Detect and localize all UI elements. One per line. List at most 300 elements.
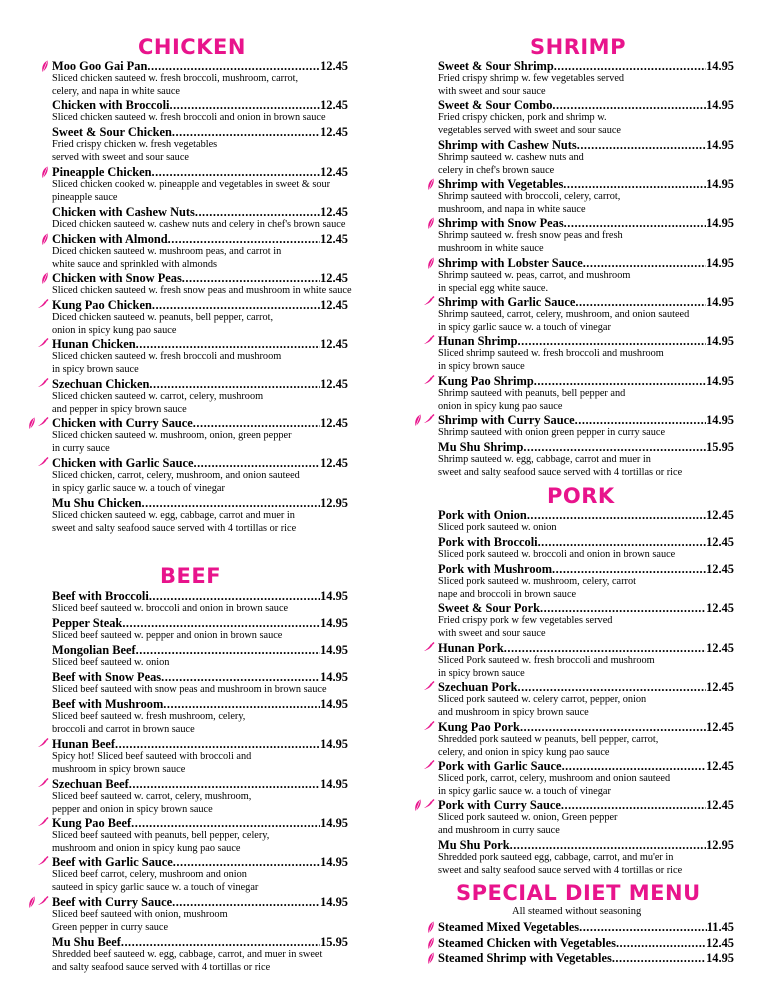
menu-item-name: Pepper Steak [52,616,123,630]
menu-item-name: Beef with Curry Sauce [52,895,173,909]
chili-pepper-icon [37,338,49,348]
menu-item [438,535,734,562]
chili-pepper-icon [37,817,49,827]
dot-leader [520,720,706,734]
dot-leader [121,935,320,949]
menu-item [438,562,734,601]
item-icons [37,856,49,866]
menu-item-price: 12.45 [320,59,348,73]
description-line: onion in spicy kung pao sauce [52,324,177,336]
dot-leader [540,601,706,615]
description-line: nape and broccoli in brown sauce [438,588,577,600]
leaf-icon [427,178,435,191]
menu-item [438,798,734,837]
description-line: Sliced chicken sauteed w. fresh broccoli, mushroom, carrot, [52,73,299,84]
menu-item [52,816,348,855]
menu-item-line [52,59,348,73]
menu-item-price: 15.95 [320,935,348,949]
leaf-icon [427,937,435,950]
description-line: Sliced pork, carrot, celery, mushroom and onion sauteed [438,773,671,784]
menu-item-price: 12.45 [320,125,348,139]
menu-item-name: Hunan Shrimp [438,334,518,348]
description-line: in spicy brown sauce [438,360,525,372]
menu-item-description [438,734,734,759]
menu-item-price: 14.95 [706,374,734,388]
menu-item-description [52,430,348,455]
menu-item [438,413,734,440]
menu-item [438,601,734,640]
menu-item-description [52,73,348,98]
menu-item-line [438,216,734,230]
menu-item-name: Shrimp with Snow Peas [438,216,564,230]
menu-item-name: Hunan Pork [438,641,504,655]
description-line: in spicy garlic sauce w. a touch of vinegar [438,321,611,333]
chili-pepper-icon [37,417,49,427]
leaf-icon [414,799,422,812]
menu-item-description [52,949,348,974]
item-icons [423,335,435,345]
leaf-icon [427,257,435,270]
menu-item-line [52,643,348,657]
description-line: Sliced chicken sauteed w. egg, cabbage, carrot and muer in [52,510,295,521]
menu-item-name: Steamed Mixed Vegetables [438,920,580,934]
menu-item-name: Pineapple Chicken [52,165,152,179]
menu-item-line [438,798,734,812]
menu-item-name: Pork with Mushroom [438,562,553,576]
dot-leader [510,838,707,852]
menu-item [52,337,348,376]
description-line: onion in spicy kung pao sauce [438,400,563,412]
menu-item-description [52,510,348,535]
menu-item-line [52,337,348,351]
menu-item-price: 12.45 [320,456,348,470]
description-line: Green pepper in curry sauce [52,921,169,933]
description-line: and mushroom in spicy brown sauce [438,706,589,718]
description-line: Sliced pork sauteed w. onion [438,522,557,533]
description-line: Sliced chicken, carrot, celery, mushroom, and onion sauteed [52,470,300,481]
menu-item-line [438,562,734,576]
description-line: Shredded beef sauteed w. egg, cabbage, carrot, and muer in sweet [52,949,323,960]
menu-item-line [52,737,348,751]
menu-item-line [52,616,348,630]
item-icons [427,178,435,191]
chili-pepper-icon [423,414,435,424]
menu-item-line [438,720,734,734]
menu-item [52,271,352,298]
description-line: Shredded pork sauteed w peanuts, bell pepper, carrot, [438,734,659,745]
menu-item-line [52,98,348,112]
description-line: Sliced pork sauteed w. broccoli and onion in brown sauce [438,549,676,560]
item-icons [423,375,435,385]
dot-leader [122,616,320,630]
item-icons [414,414,435,427]
description-line: mushroom, and napa in white sauce [438,203,586,215]
menu-item-line [438,759,734,773]
item-icons [28,417,49,430]
menu-item [438,59,734,98]
description-line: in spicy garlic sauce w. a touch of vinegar [438,785,611,797]
description-line: Diced chicken sauteed w. cashew nuts and celery in chef's brown sauce [52,219,346,230]
dot-leader [172,895,320,909]
menu-item-name: Pork with Broccoli [438,535,538,549]
item-icons [427,937,435,950]
menu-item-price: 14.95 [706,177,734,191]
menu-item-price: 15.95 [706,440,734,454]
menu-item-line [438,374,734,388]
menu-item-line [52,165,348,179]
menu-item-line [52,456,348,470]
dot-leader [563,177,706,191]
menu-item-line [438,641,734,655]
description-line: in spicy brown sauce [52,363,139,375]
menu-item-price: 14.95 [706,413,734,427]
chili-pepper-icon [423,799,435,809]
menu-item-price: 14.95 [706,295,734,309]
menu-item-price: 14.95 [320,737,348,751]
description-line: Shredded pork sauteed egg, cabbage, carrot, and mu'er in [438,852,674,863]
special-diet-subtitle: All steamed without seasoning [512,906,642,917]
menu-item-description [438,454,734,479]
menu-item-name: Chicken with Almond [52,232,168,246]
menu-item-line [52,125,348,139]
menu-item [438,759,734,798]
menu-item-price: 14.95 [320,643,348,657]
menu-item-price: 12.45 [706,535,734,549]
menu-item [438,295,734,334]
menu-item-price: 12.45 [706,562,734,576]
description-line: Sliced chicken cooked w. pineapple and vegetables in sweet & sour [52,179,331,190]
menu-item-name: Beef with Snow Peas [52,670,162,684]
chili-pepper-icon [37,738,49,748]
menu-item-name: Sweet & Sour Chicken [52,125,172,139]
menu-item [52,935,348,974]
menu-item-line [438,256,734,270]
menu-item [438,508,734,535]
dot-leader [195,205,320,219]
menu-item [438,936,734,950]
dot-leader [577,138,706,152]
menu-item [52,205,348,232]
dot-leader [149,377,320,391]
menu-item-line [438,138,734,152]
menu-item [438,680,734,719]
menu-item-name: Beef with Garlic Sauce [52,855,173,869]
item-icons [37,778,49,788]
menu-item-price: 12.45 [706,936,734,950]
menu-item-description [52,657,348,670]
menu-item-description [52,711,348,736]
dot-leader [554,59,706,73]
menu-item-price: 12.45 [706,641,734,655]
menu-item-line [438,177,734,191]
description-line: and mushroom in curry sauce [438,824,560,836]
menu-item-name: Moo Goo Gai Pan [52,59,148,73]
menu-item-price: 12.45 [706,720,734,734]
leaf-icon [427,952,435,965]
description-line: Sliced shrimp sauteed w. fresh broccoli and mushroom [438,348,664,359]
menu-item-description [52,909,348,934]
menu-item [52,456,348,495]
menu-item-price: 12.45 [706,798,734,812]
section-title-pork: PORK [547,484,615,508]
menu-item-line [52,855,348,869]
menu-item-name: Kung Pao Pork [438,720,520,734]
menu-item-line [52,895,348,909]
description-line: Sliced chicken sauteed w. mushroom, onion, green pepper [52,430,292,441]
menu-item-name: Shrimp with Cashew Nuts [438,138,577,152]
description-line: sauteed in spicy garlic sauce w. a touch of vinegar [52,881,259,893]
dot-leader [172,125,320,139]
menu-item [438,440,734,479]
menu-item-line [52,589,348,603]
menu-item-line [438,951,734,965]
description-line: mushroom and onion in spicy kung pao sauce [52,842,241,854]
menu-item-description [438,388,734,413]
menu-item-name: Mu Shu Shrimp [438,440,524,454]
menu-item [52,298,348,337]
dot-leader [182,271,320,285]
menu-item-price: 14.95 [706,138,734,152]
menu-item-price: 12.95 [706,838,734,852]
dot-leader [552,98,706,112]
description-line: celery, and napa in white sauce [52,85,180,97]
description-line: Sliced beef sauteed with peanuts, bell pepper, celery, [52,830,270,841]
menu-item-price: 14.95 [320,670,348,684]
dot-leader [136,337,320,351]
item-icons [41,272,49,285]
description-line: Sliced Pork sauteed w. fresh broccoli and mushroom [438,655,655,666]
item-icons [37,378,49,388]
description-line: Sliced chicken sauteed w. fresh broccoli and mushroom [52,351,282,362]
description-line: Shrimp sauteed with broccoli, celery, carrot, [438,191,621,202]
menu-item-description [438,152,734,177]
menu-item-description [438,427,734,440]
section-title-shrimp: SHRIMP [530,35,626,59]
menu-item-name: Shrimp with Garlic Sauce [438,295,576,309]
dot-leader [612,951,706,965]
menu-item [52,895,348,934]
menu-item-description [52,246,348,271]
menu-item-price: 12.45 [706,508,734,522]
menu-item-name: Mu Shu Chicken [52,496,142,510]
menu-item-name: Mongolian Beef [52,643,136,657]
menu-item-price: 12.45 [706,601,734,615]
dot-leader [504,641,706,655]
dot-leader [151,165,320,179]
menu-item [438,334,734,373]
description-line: pepper and onion in spicy brown sauce [52,803,213,815]
menu-item [52,125,348,164]
description-line: Sliced beef sauteed with onion, mushroom [52,909,228,920]
menu-item-description [438,694,734,719]
chili-pepper-icon [37,457,49,467]
description-line: served with sweet and sour sauce [52,151,189,163]
menu-item-name: Hunan Beef [52,737,115,751]
chili-pepper-icon [423,642,435,652]
dot-leader [523,440,706,454]
menu-item-price: 14.95 [320,589,348,603]
menu-item-description [52,603,348,616]
menu-item [438,138,734,177]
menu-item-line [438,295,734,309]
item-icons [423,296,435,306]
menu-item-description [438,852,734,877]
leaf-icon [28,417,36,430]
menu-item-name: Sweet & Sour Combo [438,98,553,112]
section-title-special-diet: SPECIAL DIET MENU [456,881,701,905]
description-line: Shrimp sauteed with onion green pepper in curry sauce [438,427,666,438]
menu-item-description [438,230,734,255]
menu-item-price: 14.95 [320,895,348,909]
menu-item-price: 14.95 [320,616,348,630]
menu-item [438,98,734,137]
menu-item [438,951,734,965]
menu-item-line [438,680,734,694]
description-line: in special egg white sauce. [438,282,549,294]
description-line: Shrimp sauteed, carrot, celery, mushroom, and onion sauteed [438,309,690,320]
menu-item-description [438,615,734,640]
menu-item-description [438,549,734,562]
dot-leader [142,496,321,510]
menu-item-price: 14.95 [706,216,734,230]
menu-item-description [52,830,348,855]
menu-item [52,59,348,98]
description-line: Sliced beef sauteed w. carrot, celery, mushroom, [52,791,252,802]
description-line: in curry sauce [52,442,110,454]
dot-leader [518,680,707,694]
menu-item-price: 12.45 [320,298,348,312]
description-line: Shrimp sauteed w. peas, carrot, and mushroom [438,270,631,281]
menu-item-price: 12.45 [320,271,348,285]
menu-item-price: 14.95 [706,59,734,73]
menu-item-line [52,377,348,391]
menu-item [438,177,734,216]
menu-item-description [438,812,734,837]
dot-leader [147,59,320,73]
dot-leader [136,643,320,657]
menu-item [52,616,348,643]
menu-item [52,643,348,670]
menu-item-price: 12.45 [320,165,348,179]
item-icons [414,799,435,812]
menu-item-description [52,112,348,125]
menu-item [52,737,348,776]
chili-pepper-icon [37,378,49,388]
menu-item [438,838,734,877]
menu-item-line [438,98,734,112]
menu-item-name: Kung Pao Chicken [52,298,152,312]
dot-leader [518,334,707,348]
menu-item-description [52,139,348,164]
description-line: Sliced pork sauteed w. onion, Green pepper [438,812,618,823]
menu-item-name: Kung Pao Shrimp [438,374,534,388]
menu-item-price: 14.95 [320,855,348,869]
menu-item [52,496,348,535]
description-line: Fried crispy shrimp w. few vegetables served [438,73,625,84]
menu-item-line [52,670,348,684]
dot-leader [173,855,320,869]
menu-item-name: Chicken with Garlic Sauce [52,456,194,470]
menu-item-line [438,838,734,852]
dot-leader [193,456,320,470]
menu-item [438,374,734,413]
description-line: Shrimp sauteed w. fresh snow peas and fresh [438,230,623,241]
description-line: with sweet and sour sauce [438,85,546,97]
description-line: mushroom in white sauce [438,242,544,254]
description-line: celery, and onion in spicy kung pao sauce [438,746,610,758]
menu-item-description [438,309,734,334]
menu-item-name: Beef with Mushroom [52,697,164,711]
description-line: Sliced beef carrot, celery, mushroom and onion [52,869,247,880]
item-icons [37,457,49,467]
menu-item-name: Pork with Onion [438,508,527,522]
menu-item [52,855,348,894]
dot-leader [193,416,320,430]
dot-leader [168,232,320,246]
menu-item-description [52,630,348,643]
menu-item-description [52,869,348,894]
item-icons [28,896,49,909]
dot-leader [534,374,706,388]
menu-item [52,589,348,616]
description-line: Sliced pork sauteed w. celery carrot, pepper, onion [438,694,647,705]
menu-item-name: Chicken with Curry Sauce [52,416,193,430]
menu-item-line [52,416,348,430]
dot-leader [152,298,320,312]
dot-leader [169,98,320,112]
menu-item [438,256,734,295]
item-icons [423,681,435,691]
dot-leader [161,670,320,684]
description-line: mushroom in spicy brown sauce [52,763,186,775]
menu-item-name: Shrimp with Vegetables [438,177,564,191]
menu-item-price: 14.95 [706,98,734,112]
dot-leader [131,816,320,830]
item-icons [41,233,49,246]
menu-item [438,720,734,759]
menu-item-name: Steamed Chicken with Vegetables [438,936,616,950]
description-line: Diced chicken sauteed w. mushroom peas, and carrot in [52,246,282,257]
menu-item-name: Shrimp with Curry Sauce [438,413,575,427]
menu-item [52,777,348,816]
menu-item-line [52,935,348,949]
chili-pepper-icon [37,856,49,866]
menu-item-line [52,298,348,312]
menu-item-line [438,59,734,73]
leaf-icon [414,414,422,427]
menu-item-description [438,191,734,216]
menu-item-price: 12.45 [320,232,348,246]
menu-item-line [438,440,734,454]
description-line: broccoli and carrot in brown sauce [52,723,195,735]
leaf-icon [427,217,435,230]
menu-item-price: 11.45 [706,920,734,934]
dot-leader [616,936,706,950]
menu-item-description [52,179,348,204]
menu-item-line [52,205,348,219]
description-line: Fried crispy chicken w. fresh vegetables [52,139,218,150]
menu-item-line [52,232,348,246]
dot-leader [115,737,320,751]
menu-item-name: Beef with Broccoli [52,589,149,603]
menu-item-name: Szechuan Pork [438,680,518,694]
menu-item-price: 14.95 [320,816,348,830]
description-line: in spicy brown sauce [438,667,525,679]
menu-item-name: Steamed Shrimp with Vegetables [438,951,612,965]
item-icons [37,738,49,748]
menu-item-name: Chicken with Cashew Nuts [52,205,195,219]
leaf-icon [41,166,49,179]
